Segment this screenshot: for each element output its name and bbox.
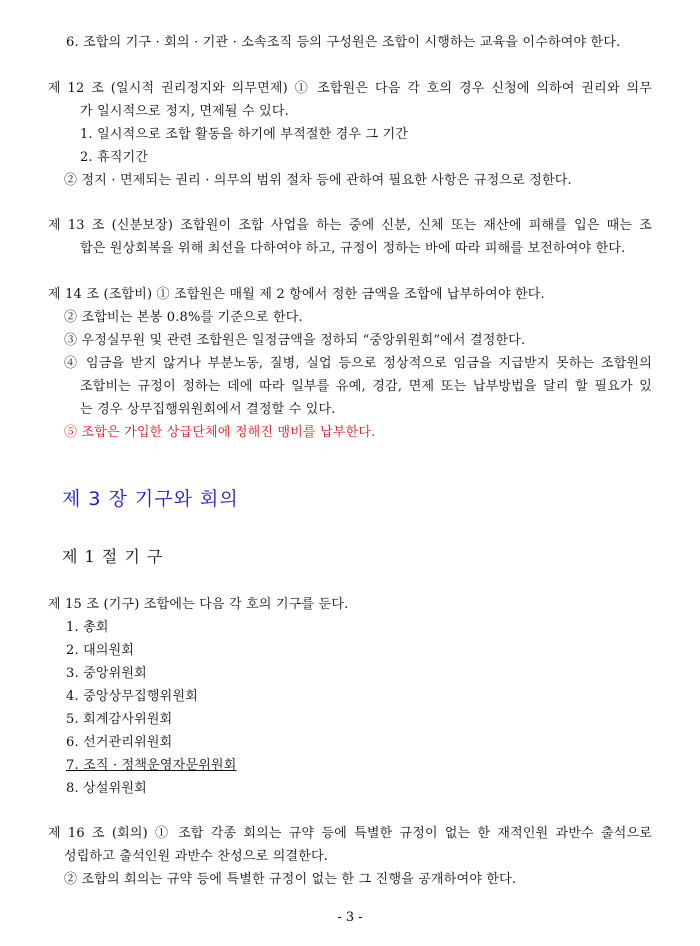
article13-line2: 합은 원상회복을 위해 최선을 다하여야 하고, 규정이 정하는 바에 따라 피해를 보전하여야 한다. <box>80 241 626 256</box>
article14-para4-line2: 조합비는 규정이 정하는 데에 따라 일부를 유예, 경감, 면제 또는 납부방법을 달리 할 필요가 있 <box>80 379 652 394</box>
article12-item-1: 1. 일시적으로 조합 활동을 하기에 부적절한 경우 그 기간 <box>80 127 409 142</box>
article15-item-1: 1. 총회 <box>66 620 109 635</box>
article15-item-2: 2. 대의원회 <box>66 643 135 658</box>
article14-para4-line1: ④ 임금을 받지 않거나 부분노동, 질병, 실업 등으로 정상적으로 임금을 지급받지 못하는 조합원의 <box>64 356 652 371</box>
article16-line2: 성립하고 출석인원 과반수 찬성으로 의결한다. <box>64 849 329 864</box>
article14-para4-line3: 는 경우 상무집행위원회에서 결정할 수 있다. <box>80 402 336 417</box>
section-title: 제 1 절 기 구 <box>62 547 164 566</box>
article14-para3: ③ 우정실무원 및 관련 조합원은 일정금액을 정하되 “중앙위원회”에서 결정한다. <box>64 333 526 348</box>
article12-item-2: 2. 휴직기간 <box>80 150 149 165</box>
article14-para5-amendment: ⑤ 조합은 가입한 상급단체에 정해진 맹비를 납부한다. <box>64 425 376 440</box>
article15-item-8: 8. 상설위원회 <box>66 781 147 796</box>
article11-item6: 6. 조합의 기구 · 회의 · 기관 · 소속조직 등의 구성원은 조합이 시행하는 교육을 이수하여야 한다. <box>66 35 621 50</box>
article15-item-5: 5. 회계감사위원회 <box>66 712 173 727</box>
article15-item-7: 7. 조직 · 정책운영자문위원회 <box>66 758 237 773</box>
article12-line2: 가 일시적으로 정지, 면제될 수 있다. <box>80 104 289 119</box>
article12-heading: 제 12 조 (일시적 권리정지와 의무면제) ① 조합원은 다음 각 호의 경우 신청에 의하여 권리와 의무 <box>48 81 652 96</box>
article15-item-3: 3. 중앙위원회 <box>66 666 147 681</box>
article14-para2: ② 조합비는 본봉 0.8%를 기준으로 한다. <box>64 310 303 325</box>
article13-heading: 제 13 조 (신분보장) 조합원이 조합 사업을 하는 중에 신분, 신체 또는 재산에 피해를 입은 때는 조 <box>48 218 652 233</box>
article15-heading: 제 15 조 (기구) 조합에는 다음 각 호의 기구를 둔다. <box>48 597 349 612</box>
article12-para2: ② 정지 · 면제되는 권리 · 의무의 범위 절차 등에 관하여 필요한 사항은 규정으로 정한다. <box>64 173 572 188</box>
article14-heading: 제 14 조 (조합비) ① 조합원은 매월 제 2 항에서 정한 금액을 조합에 납부하여야 한다. <box>48 287 545 302</box>
article15-item-4: 4. 중앙상무집행위원회 <box>66 689 198 704</box>
article16-para2: ② 조합의 회의는 규약 등에 특별한 규정이 없는 한 그 진행을 공개하여야 한다. <box>64 872 517 887</box>
article16-heading: 제 16 조 (회의) ① 조합 각종 회의는 규약 등에 특별한 규정이 없는 한 재적인원 과반수 출석으로 <box>48 826 652 841</box>
article15-item-6: 6. 선거관리위원회 <box>66 735 173 750</box>
chapter-title: 제 3 장 기구와 회의 <box>62 488 239 510</box>
page-number: - 3 - <box>337 910 363 925</box>
